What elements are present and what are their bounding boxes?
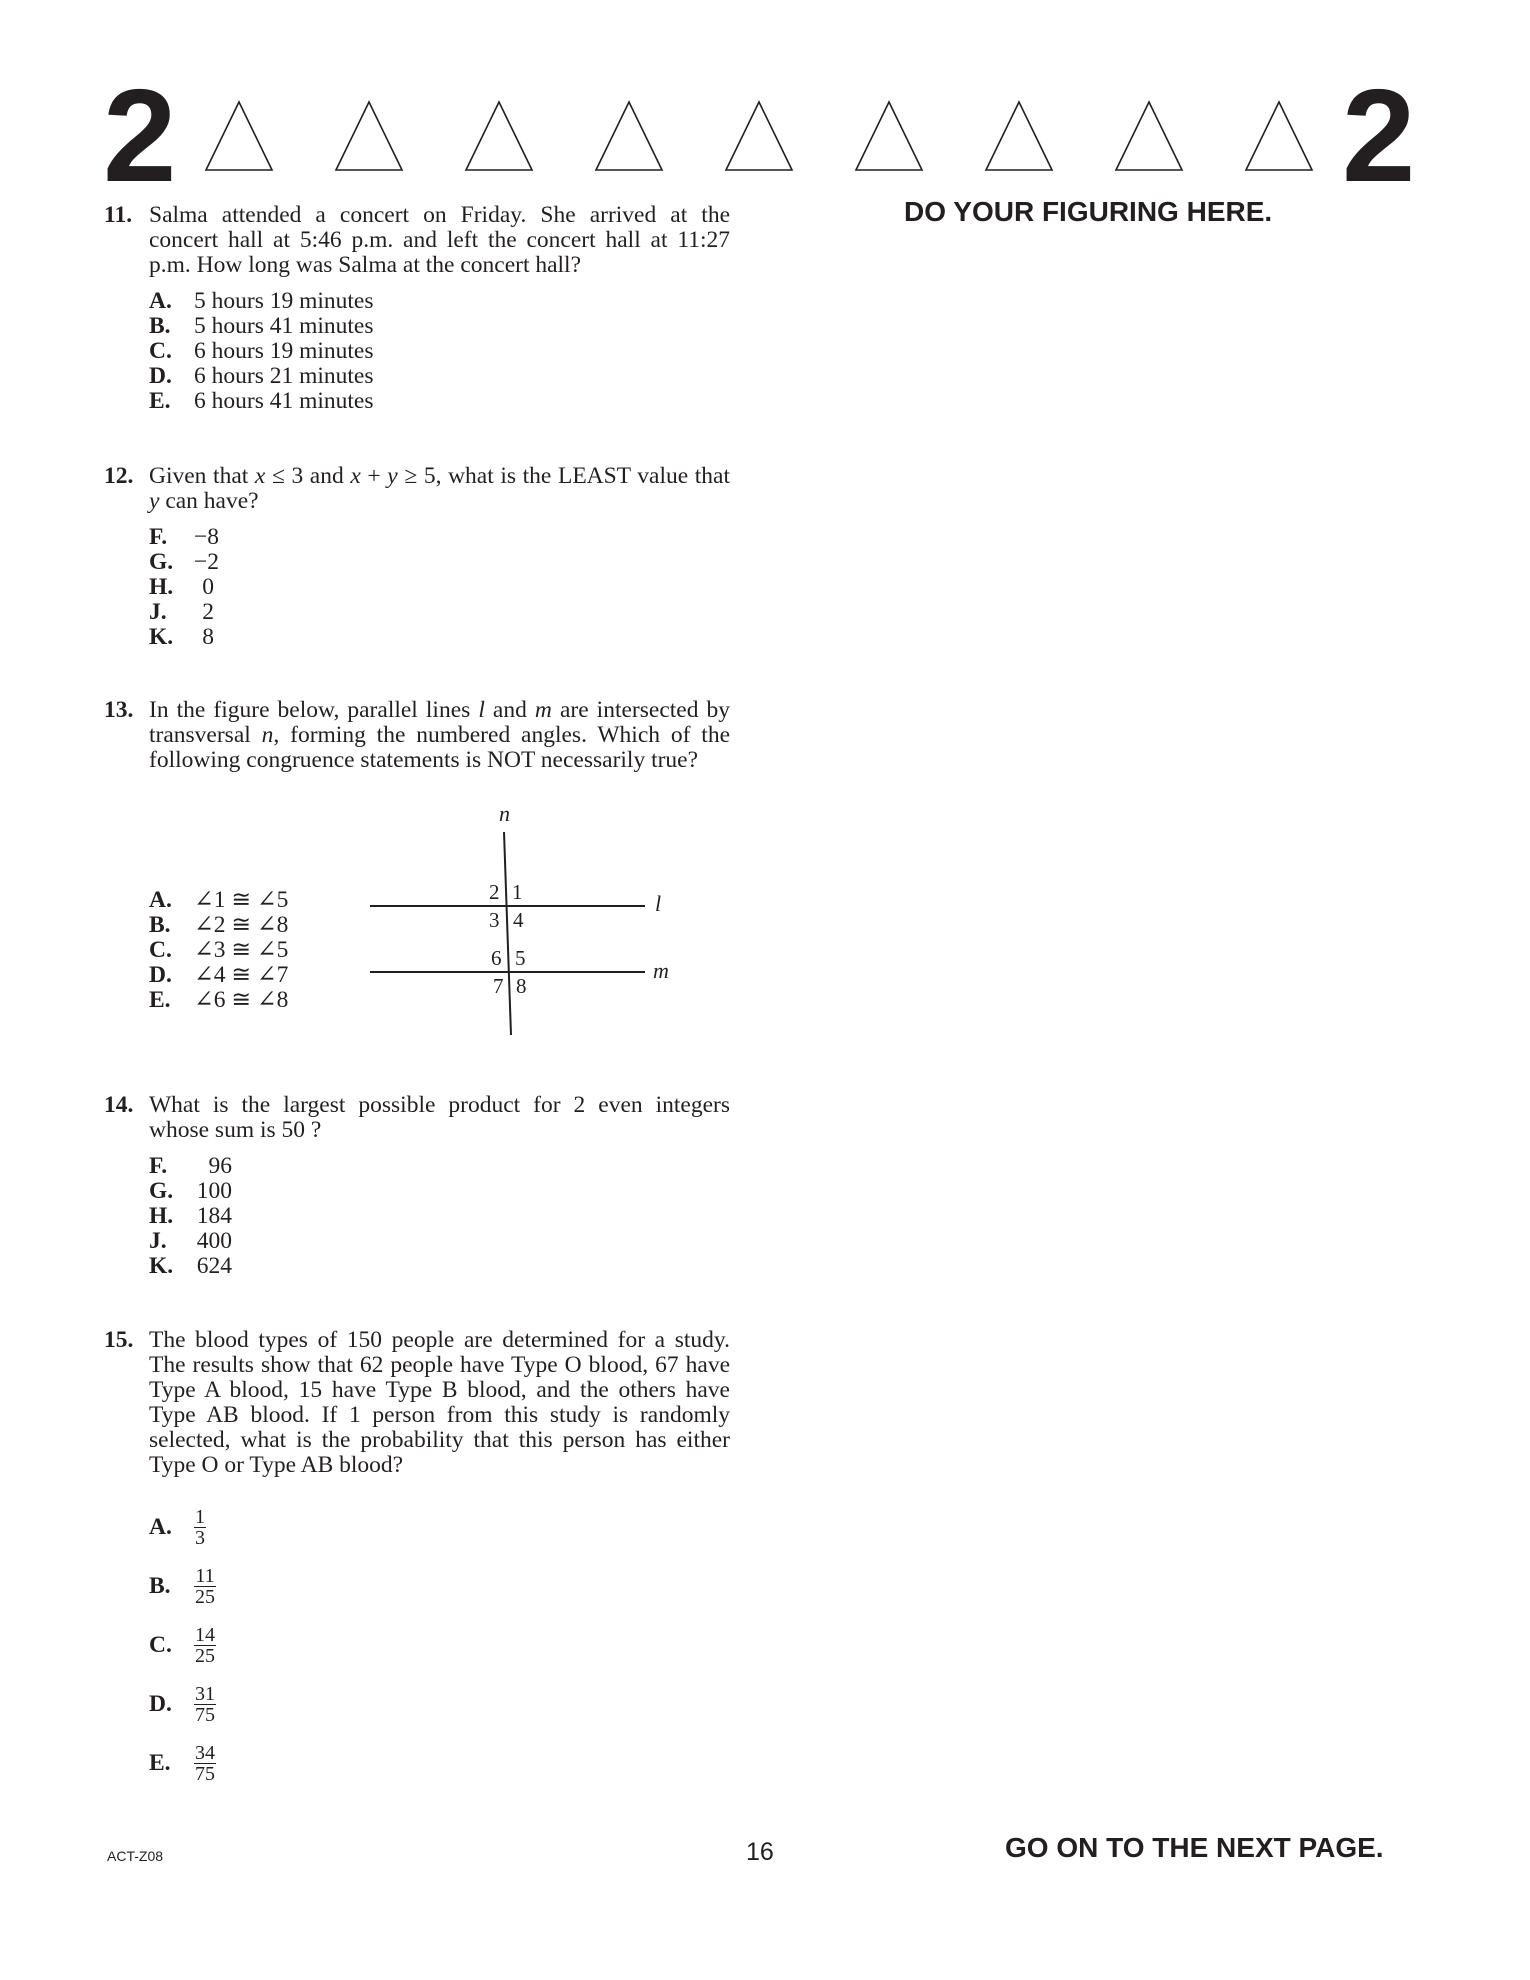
answer-option-b[interactable]: B. $\frac{11}{25}$ — [149, 1565, 215, 1608]
answer-option-c[interactable]: C. ∠3 ≅ ∠5 — [149, 937, 289, 963]
answer-option-a[interactable]: A. 5 hours 19 minutes — [149, 288, 374, 314]
answer-option-g[interactable]: G. −2 — [149, 549, 220, 575]
answer-option-b[interactable]: B. 5 hours 41 minutes — [149, 313, 374, 339]
question-stem: The blood types of 150 people are determined for a study. The results show that 62 people have Type O blood, 67 have Type A blood, 15 have Type B blood, and the others have Type AB blood. If 1 person from this study is randomly selected, what is the probability that this person has either Type O or Type AB blood? — [149, 1327, 730, 1478]
section-number-left: 2 — [103, 62, 177, 209]
line-n — [504, 832, 511, 1035]
answer-option-a[interactable]: A. ∠1 ≅ ∠5 — [149, 887, 289, 913]
triangle-icon — [1114, 100, 1184, 172]
triangle-icon — [854, 100, 924, 172]
angle-label-5: 5 — [515, 946, 526, 970]
angle-label-1: 1 — [512, 880, 523, 904]
question-15 — [104, 1328, 730, 1793]
angle-label-3: 3 — [489, 908, 500, 932]
label-l: l — [655, 891, 662, 916]
answer-options — [149, 1498, 730, 1793]
answer-options — [149, 1154, 730, 1279]
question-stem: What is the largest possible product for 2 even integers whose sum is 50 ? — [149, 1092, 730, 1143]
answer-option-a[interactable]: A. $\frac{1}{3}$ — [149, 1506, 205, 1549]
question-stem: Given that x ≤ 3 and x + y ≥ 5, what is the LEAST value that y can have? — [149, 463, 730, 514]
fraction: $\frac{14}{25}$ — [195, 1624, 215, 1667]
angle-label-7: 7 — [493, 974, 504, 998]
page-number: 16 — [746, 1838, 774, 1866]
answer-options — [149, 525, 730, 650]
answer-option-h[interactable]: H. 184 — [149, 1203, 232, 1229]
answer-option-f[interactable]: F. −8 — [149, 524, 220, 550]
fraction: $\frac{1}{3}$ — [195, 1506, 205, 1549]
answer-options — [149, 289, 730, 414]
question-number: 15. — [104, 1327, 134, 1353]
question-stem: In the figure below, parallel lines l and m are intersected by transversal n, forming the numbered angles. Which of the following congruence statements is NOT necessarily true? — [149, 697, 731, 773]
triangle-icon — [984, 100, 1054, 172]
answer-option-d[interactable]: D. 6 hours 21 minutes — [149, 363, 374, 389]
question-number: 14. — [104, 1092, 134, 1118]
answer-option-g[interactable]: G. 100 — [149, 1178, 232, 1204]
question-12 — [104, 464, 730, 650]
answer-option-j[interactable]: J. 400 — [149, 1228, 232, 1254]
answer-option-d[interactable]: D. $\frac{31}{75}$ — [149, 1683, 215, 1726]
angle-label-6: 6 — [491, 946, 502, 970]
answer-option-c[interactable]: C. $\frac{14}{25}$ — [149, 1624, 215, 1667]
question-number: 12. — [104, 463, 134, 489]
answer-option-k[interactable]: K. 624 — [149, 1253, 232, 1279]
triangle-icon — [204, 100, 274, 172]
answer-option-h[interactable]: H. 0 — [149, 574, 214, 600]
answer-option-d[interactable]: D. ∠4 ≅ ∠7 — [149, 962, 289, 988]
label-n: n — [499, 801, 510, 826]
parallel-lines-figure — [360, 800, 700, 1050]
answer-option-k[interactable]: K. 8 — [149, 624, 214, 650]
triangle-icon — [464, 100, 534, 172]
answer-option-b[interactable]: B. ∠2 ≅ ∠8 — [149, 912, 289, 938]
label-m: m — [653, 958, 669, 983]
answer-option-j[interactable]: J. 2 — [149, 599, 214, 625]
fraction: $\frac{11}{25}$ — [195, 1565, 215, 1608]
angle-label-4: 4 — [513, 908, 524, 932]
question-number: 11. — [104, 202, 133, 228]
fraction: $\frac{34}{75}$ — [195, 1742, 215, 1785]
answer-option-c[interactable]: C. 6 hours 19 minutes — [149, 338, 374, 364]
answer-option-f[interactable]: F. 96 — [149, 1153, 232, 1179]
question-14 — [104, 1093, 730, 1279]
fraction: $\frac{31}{75}$ — [195, 1683, 215, 1726]
next-page-note: GO ON TO THE NEXT PAGE. — [1005, 1832, 1384, 1863]
triangle-icon — [1244, 100, 1314, 172]
question-number: 13. — [104, 697, 134, 723]
question-stem: Salma attended a concert on Friday. She arrived at the concert hall at 5:46 p.m. and left the concert hall at 11:27 p.m. How long was Salma at the concert hall? — [149, 202, 730, 278]
triangle-icon — [724, 100, 794, 172]
triangle-divider — [204, 100, 1316, 172]
angle-label-2: 2 — [489, 880, 500, 904]
form-code: ACT-Z08 — [107, 1848, 164, 1864]
answer-option-e[interactable]: E. 6 hours 41 minutes — [149, 388, 374, 414]
answer-option-e[interactable]: E. ∠6 ≅ ∠8 — [149, 987, 289, 1013]
question-11 — [104, 203, 730, 414]
section-number-right: 2 — [1342, 62, 1416, 209]
answer-option-e[interactable]: E. $\frac{34}{75}$ — [149, 1742, 215, 1785]
figuring-note: DO YOUR FIGURING HERE. — [904, 196, 1273, 227]
transversal-diagram — [360, 800, 700, 1050]
triangle-icon — [334, 100, 404, 172]
triangle-icon — [594, 100, 664, 172]
angle-label-8: 8 — [516, 974, 527, 998]
